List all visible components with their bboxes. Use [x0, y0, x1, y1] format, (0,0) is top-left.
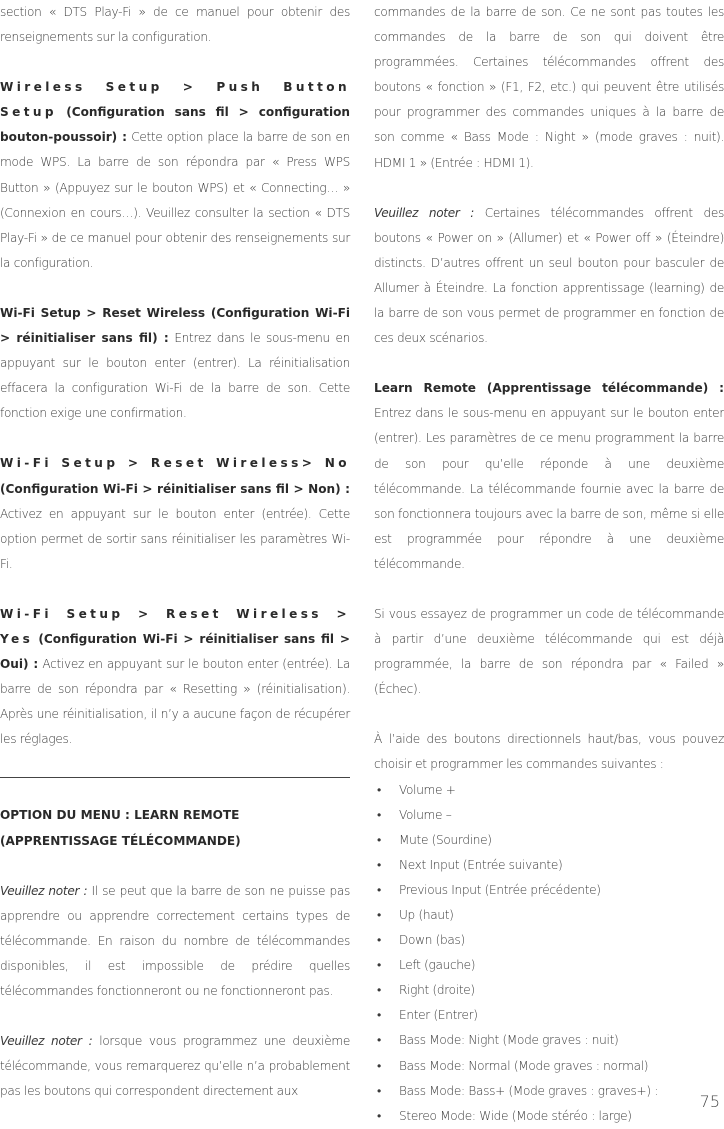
- note-label: Veuillez noter :: [374, 205, 475, 220]
- bullet-icon: •: [377, 1058, 381, 1073]
- list-item: • Bass Mode: Normal (Mode graves : normal): [374, 1054, 724, 1079]
- note-body: lorsque vous programmez une deuxième télécommande, vous remarquerez qu’elle n’a probablement pas les boutons qui correspondent directement aux: [0, 1034, 350, 1099]
- list-item: • Mute (Sourdine): [374, 828, 724, 853]
- note-paragraph-3: [374, 201, 724, 352]
- bullet-icon: •: [377, 1008, 381, 1023]
- list-item: • Next Input (Entrée suivante): [374, 853, 724, 878]
- bullet-icon: •: [377, 1033, 381, 1048]
- command-list: [374, 778, 724, 1129]
- bullet-icon: •: [377, 857, 381, 872]
- learn-remote-title: Learn Remote (Apprentissage télécommande) :: [374, 381, 724, 396]
- reset-yes-title: Wi-Fi Setup > Reset Wireless > Yes: [0, 606, 350, 646]
- push-button-setup-title-fr: (Configuration sans fil > configuration bouton-poussoir) :: [0, 105, 351, 145]
- bullet-icon: •: [377, 983, 381, 998]
- list-item: • Right (droite): [374, 978, 724, 1003]
- bullet-icon: •: [377, 933, 381, 948]
- note-body: Il se peut que la barre de son ne puisse pas apprendre ou apprendre correctement certains types de télécommande. En raison du nombre de télécommandes disponibles, il est impossible de prédire quelles télécommandes fonctionneront ou ne fonctionneront pas.: [0, 883, 350, 998]
- note-label: Veuillez noter :: [0, 1034, 93, 1049]
- reset-no-body: Activez en appuyant sur le bouton enter (entrée). Cette option permet de sortir sans réinitialiser les paramètres Wi-Fi.: [0, 506, 350, 571]
- list-item: • Bass Mode: Bass+ (Mode graves : graves+) :: [374, 1079, 724, 1104]
- list-item: • Volume +: [374, 778, 724, 803]
- push-button-setup-title: Wireless Setup > Push Button Setup: [0, 80, 350, 120]
- list-intro: À l’aide des boutons directionnels haut/bas, vous pouvez choisir et programmer les commandes suivantes :: [374, 732, 724, 772]
- section-title-line-2: (APPRENTISSAGE TÉLÉCOMMANDE): [0, 833, 241, 848]
- note-paragraph-2: [0, 1029, 350, 1104]
- reset-no-paragraph: [0, 451, 350, 576]
- push-button-setup-paragraph: [0, 75, 350, 276]
- note-paragraph-1: [0, 879, 350, 1004]
- list-item: • Bass Mode: Night (Mode graves : nuit): [374, 1028, 724, 1053]
- note-label: Veuillez noter :: [0, 883, 88, 898]
- intro-paragraph: section « DTS Play-Fi » de ce manuel pour obtenir des renseignements sur la configuration.: [0, 5, 350, 45]
- bullet-icon: •: [377, 807, 381, 822]
- list-item: • Left (gauche): [374, 953, 724, 978]
- list-item: • Previous Input (Entrée précédente): [374, 878, 724, 903]
- reset-wireless-body: Entrez dans le sous-menu en appuyant sur le bouton enter (entrer). La réinitialisation effacera la configuration Wi-Fi de la barre de son. Cette fonction exige une confirmation.: [0, 331, 350, 421]
- list-item: • Up (haut): [374, 903, 724, 928]
- list-item: • Volume –: [374, 803, 724, 828]
- left-column: [0, 0, 350, 1129]
- bullet-icon: •: [377, 1108, 381, 1123]
- learn-remote-paragraph: [374, 376, 724, 577]
- reset-wireless-title: Wi-Fi Setup > Reset Wireless (Configuration Wi-Fi > réinitialiser sans fil) :: [0, 305, 350, 346]
- learn-remote-body: Entrez dans le sous-menu en appuyant sur le bouton enter (entrer). Les paramètres de ce menu programment la barre de son pour qu’elle réponde à une deuxième télécommande. La télécommande fournie avec la barre de son fonctionnera toujours avec la barre de son, même si elle est programmée pour répondre à une deuxième télécommande.: [374, 406, 724, 571]
- bullet-icon: •: [377, 882, 381, 897]
- bullet-icon: •: [377, 832, 381, 847]
- bullet-icon: •: [377, 782, 381, 797]
- section-divider: [0, 777, 350, 778]
- section-title-line-1: OPTION DU MENU : LEARN REMOTE: [0, 808, 240, 823]
- reset-yes-title-fr: (Configuration Wi-Fi > réinitialiser sans fil > Oui) :: [0, 631, 350, 672]
- reset-yes-paragraph: [0, 602, 350, 753]
- reset-no-title-fr: (Configuration Wi-Fi > réinitialiser sans fil > Non) :: [0, 481, 350, 496]
- section-title: [0, 803, 350, 853]
- bullet-icon: •: [377, 908, 381, 922]
- note-body: Certaines télécommandes offrent des boutons « Power on » (Allumer) et « Power off » (Éteindre) distincts. D’autres offrent un seul bouton pour basculer de Allumer à Éteindre. La fonction apprentissage (learning) de la barre de son vous permet de programmer en fonction de ces deux scénarios.: [374, 205, 724, 346]
- push-button-setup-body: Cette option place la barre de son en mode WPS. La barre de son répondra par « Press WPS Button » (Appuyez sur le bouton WPS) et « Connecting… » (Connexion en cours…). Veuillez consulter la section « DTS Play-Fi » de ce manuel pour obtenir des renseignements sur la configuration.: [0, 130, 350, 270]
- bullet-icon: •: [377, 1083, 381, 1098]
- page-number: 75: [699, 1092, 720, 1111]
- list-item: • Down (bas): [374, 928, 724, 953]
- list-item: • Enter (Entrer): [374, 1003, 724, 1028]
- continued-paragraph: commandes de la barre de son. Ce ne sont pas toutes les commandes de la barre de son qui doivent être programmées. Certaines télécommandes offrent des boutons « fonction » (F1, F2, etc.) qui peuvent être utilisés pour programmer des commandes uniques à la barre de son comme « Bass Mode : Night » (mode graves : nuit). HDMI 1 » (Entrée : HDMI 1).: [374, 5, 724, 170]
- reset-wireless-paragraph: [0, 301, 350, 426]
- list-item: • Stereo Mode: Wide (Mode stéréo : large): [374, 1104, 724, 1129]
- bullet-icon: •: [377, 958, 381, 973]
- reset-no-title: Wi-Fi Setup > Reset Wireless> No: [0, 456, 350, 471]
- reset-yes-body: Activez en appuyant sur le bouton enter (entrée). La barre de son répondra par « Resetting » (réinitialisation). Après une réinitialisation, il n’y a aucune façon de récupérer les réglages.: [0, 657, 350, 747]
- failed-paragraph: Si vous essayez de programmer un code de télécommande à partir d’une deuxième télécommande qui est déjà programmée, la barre de son répondra par « Failed » (Échec).: [374, 606, 724, 697]
- right-column: [374, 0, 724, 1129]
